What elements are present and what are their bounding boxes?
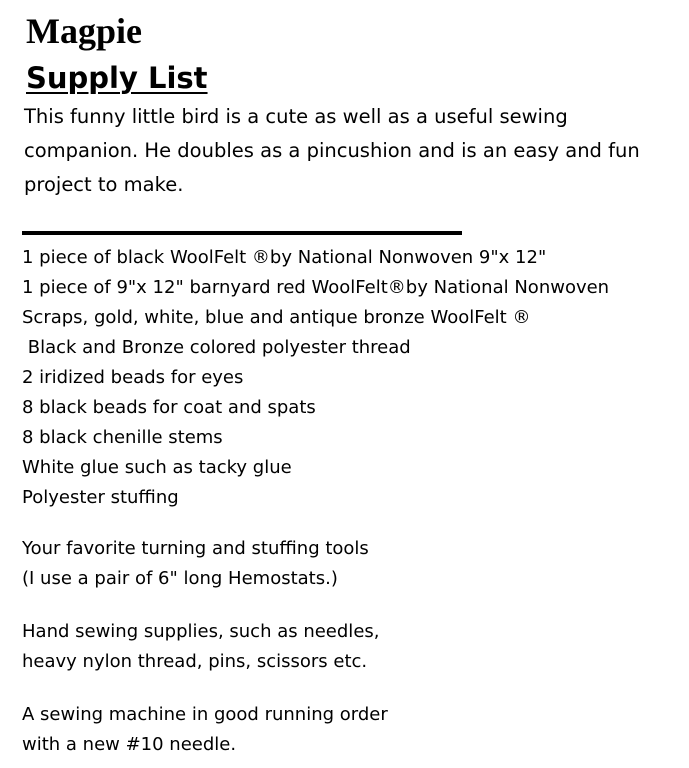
supply-item: 8 black chenille stems bbox=[22, 427, 223, 448]
supply-list bbox=[22, 243, 609, 513]
tools-line: Your favorite turning and stuffing tools bbox=[22, 538, 369, 559]
supply-item: 8 black beads for coat and spats bbox=[22, 397, 316, 418]
supply-item: Scraps, gold, white, blue and antique bronze WoolFelt ® bbox=[22, 307, 531, 328]
supply-item: 1 piece of 9"x 12" barnyard red WoolFelt®by National Nonwoven bbox=[22, 277, 610, 298]
supply-item: Polyester stuffing bbox=[22, 487, 179, 508]
sewing-machine-note bbox=[22, 700, 388, 760]
intro-line: This funny little bird is a cute as well as a useful sewing bbox=[24, 105, 568, 128]
tools-note bbox=[22, 534, 369, 594]
intro-line: companion. He doubles as a pincushion and is an easy and fun bbox=[24, 139, 640, 162]
intro-paragraph bbox=[24, 100, 684, 202]
intro-line: project to make. bbox=[24, 173, 184, 196]
tools-line: (I use a pair of 6" long Hemostats.) bbox=[22, 568, 338, 589]
divider-line bbox=[22, 231, 462, 235]
hand-sewing-line: heavy nylon thread, pins, scissors etc. bbox=[22, 651, 368, 672]
section-heading-supply-list: Supply List bbox=[26, 61, 208, 95]
hand-sewing-note bbox=[22, 617, 380, 677]
supply-item: Black and Bronze colored polyester thread bbox=[22, 337, 411, 358]
supply-item: 1 piece of black WoolFelt ®by National Nonwoven 9"x 12" bbox=[22, 247, 547, 268]
page-title: Magpie bbox=[26, 11, 142, 51]
sewing-machine-line: with a new #10 needle. bbox=[22, 734, 237, 755]
supply-item: White glue such as tacky glue bbox=[22, 457, 292, 478]
sewing-machine-line: A sewing machine in good running order bbox=[22, 704, 388, 725]
hand-sewing-line: Hand sewing supplies, such as needles, bbox=[22, 621, 380, 642]
supply-item: 2 iridized beads for eyes bbox=[22, 367, 244, 388]
